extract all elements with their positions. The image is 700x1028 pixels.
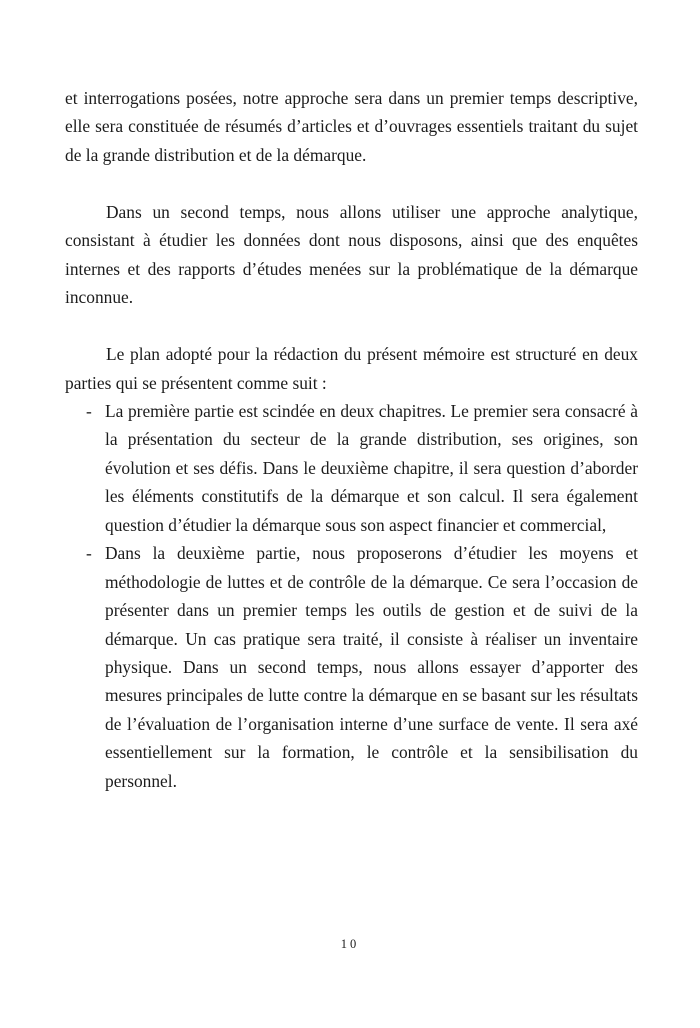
list-item bbox=[65, 539, 638, 795]
list-item bbox=[65, 397, 638, 539]
page-body-text bbox=[65, 84, 638, 795]
list-item-text: Dans la deuxième partie, nous proposerons d’étudier les moyens et méthodologie de luttes et de contrôle de la démarque. Ce sera l’occasion de présenter dans un premier temps les outils de gestion et de suivi de la démarque. Un cas pratique sera traité, il consiste à réaliser un inventaire physique. Dans un second temps, nous allons essayer d’apporter des mesures principales de lutte contre la démarque en se basant sur les résultats de l’évaluation de l’organisation interne d’une surface de vente. Il sera axé essentiellement sur la formation, le contrôle et la sensibilisation du personnel. bbox=[105, 543, 638, 791]
paragraph-plan: Le plan adopté pour la rédaction du présent mémoire est structuré en deux parties qui se présentent comme suit : bbox=[65, 344, 638, 393]
paragraph-second-temps: Dans un second temps, nous allons utiliser une approche analytique, consistant à étudier les données dont nous disposons, ainsi que des enquêtes internes et des rapports d’études menées sur la problématique de la démarque inconnue. bbox=[65, 201, 638, 308]
list-item-text: La première partie est scindée en deux chapitres. Le premier sera consacré à la présentation du secteur de la grande distribution, ses origines, son évolution et ses défis. Dans le deuxième chapitre, il sera question d’aborder les éléments constitutifs de la démarque et son calcul. Il sera également question d’étudier la démarque sous son aspect financier et commercial, bbox=[105, 400, 638, 535]
paragraph-continuation: et interrogations posées, notre approche sera dans un premier temps descriptive, elle sera constituée de résumés d’articles et d’ouvrages essentiels traitant du sujet de la grande distribution et de la démarque. bbox=[65, 88, 638, 165]
page-number: 10 bbox=[340, 937, 360, 951]
dash-bullet: - bbox=[86, 543, 92, 564]
dash-bullet: - bbox=[86, 400, 92, 421]
outline-list bbox=[65, 397, 638, 795]
